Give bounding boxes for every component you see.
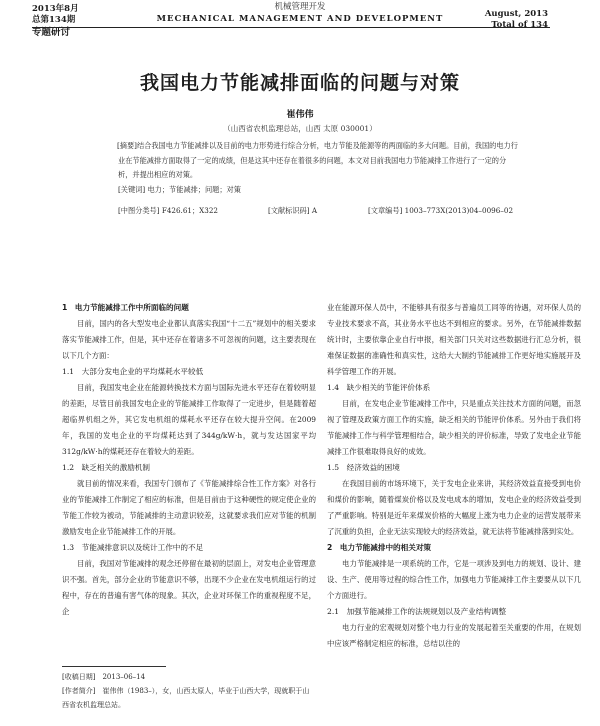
body-paragraph: 就目前的情况来看，我国专门颁布了《节能减排综合性工作方案》对各行业的节能减排工作制定了相应的标准，但是目前由于这种硬性的规定使企业的节能工作较为被动，节能减排的主动意识较差，这就要求我们应对节能的机制激励发电企业节能减排工作的开展。 <box>62 479 316 536</box>
keywords-label: [关键词] <box>118 185 146 194</box>
subsection-heading: 1.2 缺乏相关的激励机制 <box>62 463 151 472</box>
issue-total: 总第134期 <box>32 15 76 25</box>
issue-date: 2013年8月 <box>32 4 79 14</box>
abstract <box>118 139 518 183</box>
body-paragraph: 目前，我国对节能减排的观念还停留在最初的层面上，对发电企业管理意识不强。首先，部分企业的节能意识不够，出现不少企业在发电机组运行的过程中，存在的普遍有害气体的现象。其次，企业对环保工作的重视程度不足，企 <box>62 559 316 616</box>
abstract-label: [摘要] <box>117 141 137 150</box>
footnote <box>62 670 316 712</box>
body-paragraph: 业在能源环保人员中，不能够具有很多与普遍员工同等的待遇，对环保人员的专业技术要求不高，其业务水平也达不到相应的要求。另外，在节能减排数据统计时，主要依靠企业自行申报，相关部门只关对这些数据进行汇总分析，很难保证数据的准确性和真实性，这给大大制约节能减排工作更好地实施展开及科学管理工作的开展。 <box>327 303 581 376</box>
article-affiliation: （山西省农机监理总站，山西 太原 030001） <box>223 124 377 133</box>
journal-title-cn: 机械管理开发 <box>274 2 326 12</box>
art-value: 1003–773X(2013)04–0096–02 <box>404 206 514 215</box>
art-label: [文章编号] <box>368 206 403 215</box>
header-rule <box>32 27 550 28</box>
abstract-text: 结合我国电力节能减排以及目前的电力形势进行综合分析，电力节能及能源等的两面临的多大问题。目前，我国的电力行业在节能减排方面取得了一定的成绩，但是这其中还存在着很多的问题，本文对目前我国电力节能减排工作进行了一定的分析，并提出相应的对策。 <box>118 141 518 179</box>
column-name: 专题研讨 <box>32 27 71 38</box>
subsection-heading: 2.1 加强节能减排工作的法规规划以及产业结构调整 <box>327 607 507 616</box>
subsection-heading: 1.1 大部分发电企业的平均煤耗水平较低 <box>62 367 204 376</box>
subsection-heading: 1.5 经济效益的困境 <box>327 463 400 472</box>
body-paragraph: 目前，我国发电企业在能源转换技术方面与国际先进水平还存在着较明显的差距，尽管目前我国发电企业的节能减排工作取得了一定进步，但是随着超超临界机组之外，其它发电机组的煤耗水平还存在较大提升空间。在2009年，我国的发电企业的平均煤耗达到了344g/kW·h，就与发达国家平均312g/kW·h的煤耗还存在着较大的差距。 <box>62 383 316 456</box>
body-paragraph: 电力行业的宏观规划对整个电力行业的发展起着至关重要的作用，在规划中应该严格制定相应的标准，总结以往的 <box>327 623 581 648</box>
clc-label: [中图分类号] <box>118 206 160 215</box>
subsection-heading: 1.3 节能减排意识以及统计工作中的不足 <box>62 543 204 552</box>
keywords <box>118 183 518 198</box>
received-date: [收稿日期] 2013–06–14 <box>62 673 146 681</box>
article-number <box>368 204 513 219</box>
subsection-heading: 1.4 缺少相关的节能评价体系 <box>327 383 431 392</box>
body-paragraph: 目前，国内的各大型发电企业都认真落实我国“十二五”规划中的相关要求落实节能减排工作，但是，其中还存在着诸多不可忽视的问题，这主要表现在以下几个方面： <box>62 319 316 360</box>
body-paragraph: 在我国目前的市场环境下，关于发电企业来讲，其经济效益直接受到电价和煤价的影响，随着煤炭价格以及发电成本的增加，发电企业的经济效益受到了严重影响。特别是近年来煤炭价格的大幅度上涨为电力企业的运营发展带来了沉重的负担，企业无法实现较大的经济效益，就无法将节能减排落到实处。 <box>327 479 581 536</box>
body-paragraph: 目前，在发电企业节能减排工作中，只是重点关注技术方面的问题，而忽视了管理及政策方面工作的实施，缺乏相关的节能评价体系。另外由于我们将节能减排工作与科学管理相结合，缺少相关的评价标准，导致了发电企业节能减排工作很难取得良好的成效。 <box>327 399 581 456</box>
doc-value: A <box>311 206 318 215</box>
author-bio: [作者简介] 崔伟伟（1983–），女，山西太原人，毕业于山西大学，现就职于山西省农机监理总站。 <box>62 687 310 709</box>
doc-label: [文献标识码] <box>268 206 310 215</box>
body-column-right <box>327 300 581 652</box>
keywords-text: 电力；节能减排；问题；对策 <box>147 185 241 194</box>
clc-code <box>118 204 268 219</box>
clc-value: F426.61；X322 <box>161 206 219 215</box>
article-author: 崔伟伟 <box>286 110 314 120</box>
classification-line <box>118 204 518 219</box>
journal-title-en: MECHANICAL MANAGEMENT AND DEVELOPMENT <box>156 14 444 24</box>
body-column-left <box>62 300 316 620</box>
section-heading: 2 电力节能减排中的相关对策 <box>327 543 432 552</box>
issue-total-en: Total of 134 <box>491 20 548 30</box>
footnote-rule <box>62 666 166 667</box>
doc-code <box>268 204 368 219</box>
issue-date-en: August, 2013 <box>484 9 548 19</box>
section-heading: 1 电力节能减排工作中所面临的问题 <box>62 303 189 312</box>
body-paragraph: 电力节能减排是一项系统的工作，它是一项涉及到电力的规划、设计、建设、生产、使用等过程的综合性工作，加强电力节能减排工作主要要从以下几个方面进行。 <box>327 559 581 600</box>
article-title: 我国电力节能减排面临的问题与对策 <box>139 72 460 94</box>
